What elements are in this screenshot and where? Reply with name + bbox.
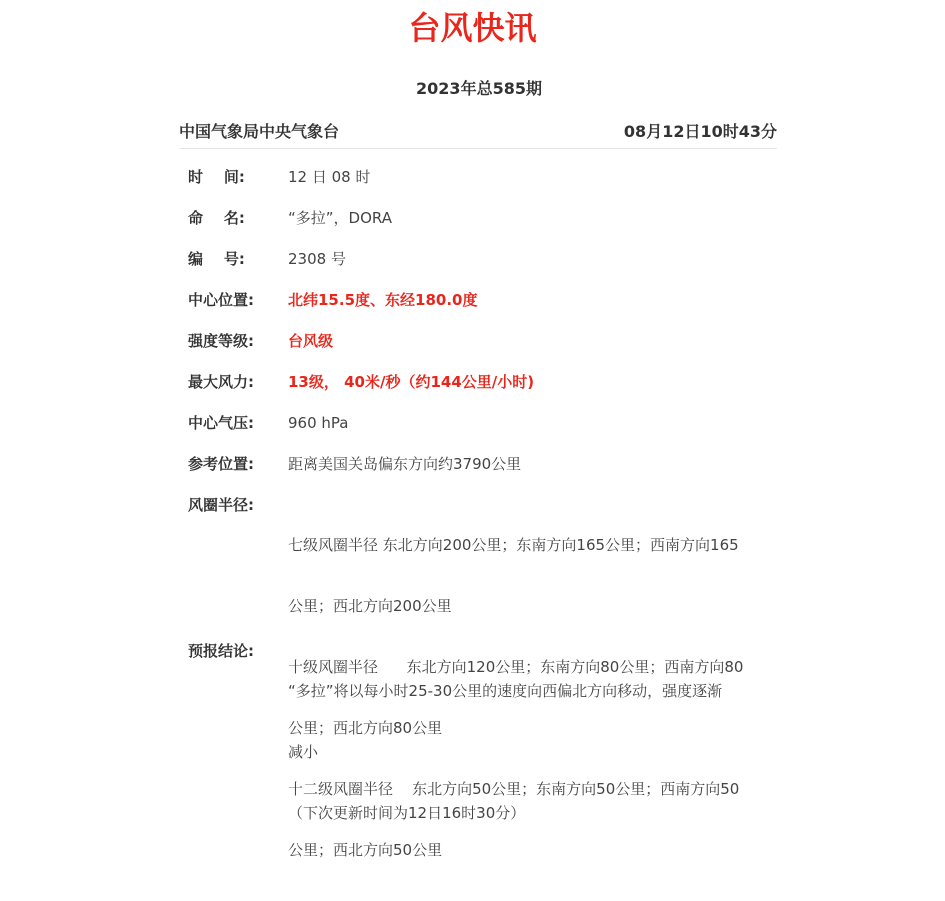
field-label: 中心气压: <box>188 414 254 432</box>
field-label: 参考位置: <box>188 455 254 473</box>
wind-radius-line: 七级风圈半径 东北方向200公里；东南方向165公里；西南方向165 <box>288 536 739 554</box>
page-title: 台风快讯 <box>408 9 537 47</box>
wind-radius-line: 公里；西北方向80公里 <box>288 719 443 737</box>
field-label: 命 名: <box>188 209 245 227</box>
wind-radius-line: 十级风圈半径 东北方向120公里；东南方向80公里；西南方向80 <box>288 658 744 676</box>
field-value: 13级， 40米/秒（约144公里/小时) <box>288 373 535 391</box>
issue-number: 2023年总585期 <box>416 79 542 98</box>
field-label: 中心位置: <box>188 291 254 309</box>
field-label: 强度等级: <box>188 332 254 350</box>
field-label: 编 号: <box>188 250 245 268</box>
publish-time: 08月12日10时43分 <box>623 122 777 141</box>
field-value: 12 日 08 时 <box>288 168 371 186</box>
field-value: 北纬15.5度、东经180.0度 <box>288 291 478 309</box>
field-value <box>288 641 778 864</box>
field-value: 距离美国关岛偏东方向约3790公里 <box>288 455 522 473</box>
wind-radius-line: 公里；西北方向50公里 <box>288 841 443 859</box>
field-label: 风圈半径: <box>188 496 254 514</box>
wind-radius-line: 公里；西北方向200公里 <box>288 597 452 615</box>
forecast-line: （下次更新时间为12日16时30分） <box>288 804 526 822</box>
bulletin-header <box>179 120 777 149</box>
field-label: 最大风力: <box>188 373 254 391</box>
agency-name: 中国气象局中央气象台 <box>179 122 340 141</box>
field-value: 2308 号 <box>288 250 346 268</box>
field-value: 960 hPa <box>288 414 349 432</box>
field-value: “多拉”，DORA <box>288 209 392 227</box>
field-label: 时 间: <box>188 168 245 186</box>
field-value: 台风级 <box>288 332 334 350</box>
field-label: 预报结论: <box>188 642 254 660</box>
forecast-line: 减小 <box>288 743 319 761</box>
wind-radius-line: 十二级风圈半径 东北方向50公里；东南方向50公里；西南方向50 <box>288 780 740 798</box>
forecast-line: “多拉”将以每小时25-30公里的速度向西偏北方向移动，强度逐渐 <box>288 682 723 700</box>
